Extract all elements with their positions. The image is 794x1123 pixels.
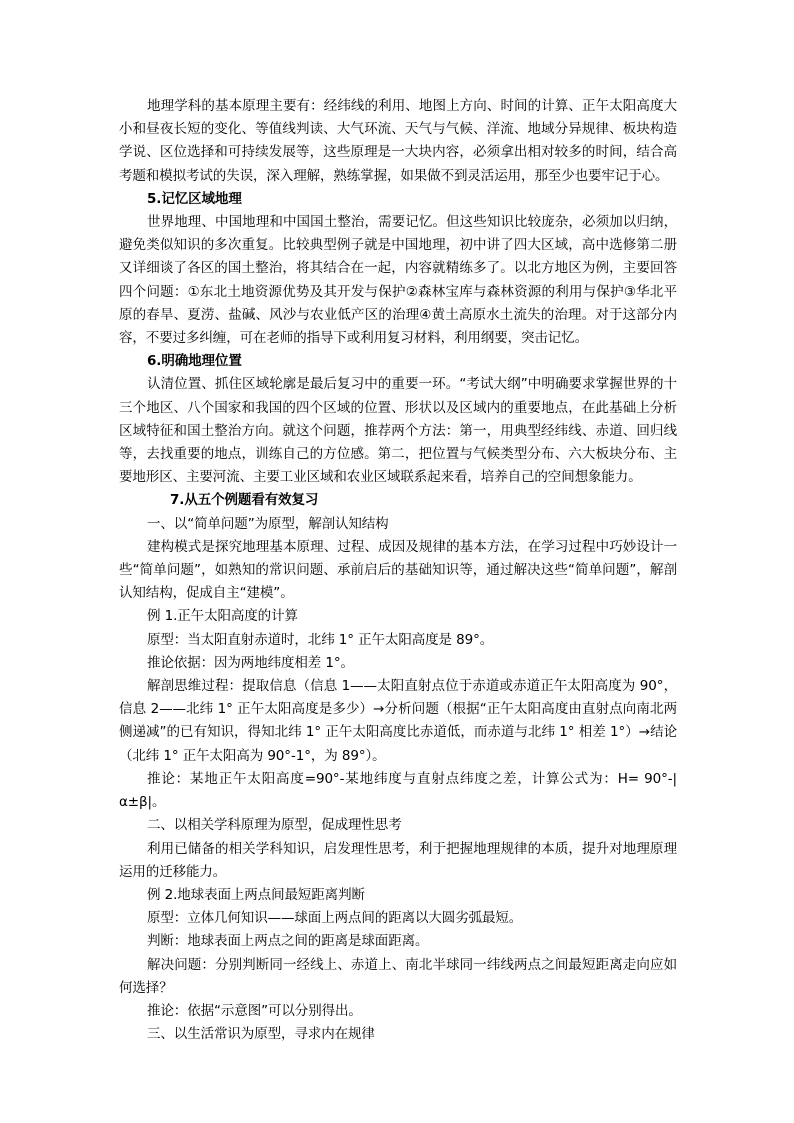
section-heading-geographic-location: 6.明确地理位置 <box>147 353 242 370</box>
example-2-problem-solving: 解决问题：分别判断同一经线上、赤道上、南北半球同一纬线两点之间最短距离走向应如何选择？ <box>119 956 677 996</box>
section-heading-five-examples: 7.从五个例题看有效复习 <box>170 492 319 509</box>
paragraph-geography-principles: 地理学科的基本原理主要有：经纬线的利用、地图上方向、时间的计算、正午太阳高度大小和昼夜长短的变化、等值线判读、大气环流、天气与气候、洋流、地域分异规律、板块构造学说、区位选择和可持续发展等，这些原理是一大块内容，必须拿出相对较多的时间，结合高考题和模拟考试的失误，深入理解，熟练掌握，如果做不到灵活运用，那至少也要牢记于心。 <box>119 98 677 184</box>
example-2-title: 例 2.地球表面上两点间最短距离判断 <box>147 886 365 903</box>
paragraph-model-building: 建构模式是探究地理基本原理、过程、成因及规律的基本方法，在学习过程中巧妙设计一些“简单问题”，如熟知的常识问题、承前启后的基础知识等，通过解决这些“简单问题”，解剖认知结构，促成自主“建模”。 <box>119 538 677 602</box>
paragraph-regional-geography: 世界地理、中国地理和中国国土整治，需要记忆。但这些知识比较庞杂，必须加以归纳，避免类似知识的多次重复。比较典型例子就是中国地理，初中讲了四大区域，高中选修第二册又详细谈了各区的国土整治，将其结合在一起，内容就精练多了。以北方地区为例，主要回答四个问题：①东北土地资源优势及其开发与保护②森林宝库与森林资源的利用与保护③华北平原的春旱、夏涝、盐碱、风沙与农业低产区的治理④黄土高原水土流失的治理。对于这部分内容，不要过多纠缠，可在老师的指导下或利用复习材料，利用纲要，突击记忆。 <box>119 214 677 347</box>
subheading-simple-problem: 一、以“简单问题”为原型，解剖认知结构 <box>147 515 389 532</box>
subheading-related-disciplines: 二、以相关学科原理为原型，促成理性思考 <box>147 817 402 834</box>
example-1-prototype: 原型：当太阳直射赤道时，北纬 1° 正午太阳高度是 89°。 <box>147 631 494 648</box>
example-1-thinking-process: 解剖思维过程：提取信息（信息 1——太阳直射点位于赤道或赤道正午太阳高度为 90°，信息 2——北纬 1° 正午太阳高度是多少）→分析问题（根据“正午太阳高度由直射点向南北两侧递减”的已有知识，得知北纬 1° 正午太阳高度比赤道低，而赤道与北纬 1° 相差 1°）→结论（北纬 1° 正午太阳高为 90°-1°，为 89°）。 <box>119 678 677 764</box>
example-1-title: 例 1.正午太阳高度的计算 <box>147 608 298 625</box>
example-1-inference: 推论：某地正午太阳高度=90°-某地纬度与直射点纬度之差，计算公式为：H= 90°-|α±β|。 <box>119 770 677 811</box>
paragraph-related-disciplines: 利用已储备的相关学科知识，启发理性思考，利于把握地理规律的本质，提升对地理原理运用的迁移能力。 <box>119 840 677 880</box>
example-1-reasoning-basis: 推论依据：因为两地纬度相差 1°。 <box>147 654 354 671</box>
subheading-daily-life: 三、以生活常识为原型，寻求内在规律 <box>147 1026 375 1043</box>
paragraph-geographic-location: 认清位置、抓住区域轮廓是最后复习中的重要一环。“考试大纲”中明确要求掌握世界的十三个地区、八个国家和我国的四个区域的位置、形状以及区域内的重要地点，在此基础上分析区域特征和国土整治方向。就这个问题，推荐两个方法：第一，用典型经纬线、赤道、回归线等，去找重要的地点，训练自己的方位感。第二，把位置与气候类型分布、六大板块分布、主要地形区、主要河流、主要工业区域和农业区域联系起来看，培养自己的空间想象能力。 <box>119 376 677 486</box>
example-2-judgement: 判断：地球表面上两点之间的距离是球面距离。 <box>147 933 429 950</box>
example-2-prototype: 原型：立体几何知识——球面上两点间的距离以大圆劣弧最短。 <box>147 910 523 927</box>
example-2-inference: 推论：依据“示意图”可以分别得出。 <box>147 1002 362 1019</box>
section-heading-regional-geography: 5.记忆区域地理 <box>147 190 242 207</box>
document-page <box>119 95 677 1046</box>
